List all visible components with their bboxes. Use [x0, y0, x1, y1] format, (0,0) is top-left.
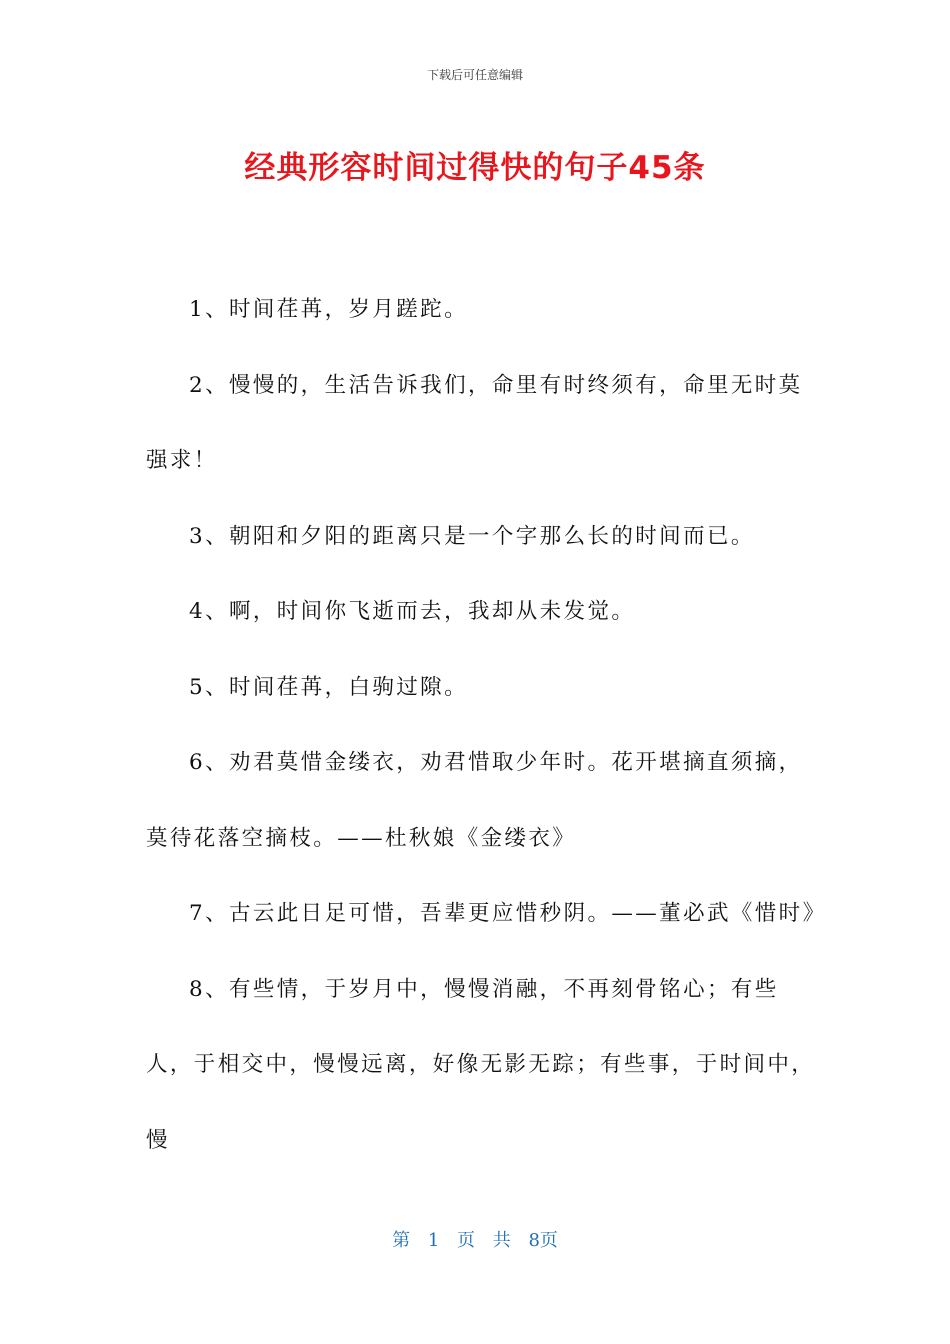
paragraph-1: 1、时间荏苒，岁月蹉跎。	[189, 297, 468, 322]
document-body	[146, 272, 826, 1178]
paragraph-7: 7、古云此日足可惜，吾辈更应惜秒阴。——董必武《惜时》	[189, 901, 827, 926]
paragraph-3: 3、朝阳和夕阳的距离只是一个字那么长的时间而已。	[189, 523, 755, 549]
footer-total-prefix: 共	[492, 1230, 511, 1251]
paragraph-4: 4、啊，时间你飞逝而去，我却从未发觉。	[189, 599, 636, 624]
document-title: 经典形容时间过得快的句子45条	[244, 150, 706, 186]
page-footer	[0, 1226, 950, 1252]
header-note: 下载后可任意编辑	[426, 68, 523, 82]
paragraph-6: 6、劝君莫惜金缕衣，劝君惜取少年时。花开堪摘直须摘，莫待花落空摘枝。——杜秋娘《金缕衣》	[146, 750, 803, 851]
paragraph-5: 5、时间荏苒，白驹过隙。	[189, 674, 468, 700]
footer-page-number: 1	[427, 1230, 440, 1251]
footer-page-word: 页	[457, 1230, 475, 1251]
footer-prefix: 第	[392, 1230, 411, 1251]
paragraph-8: 8、有些情，于岁月中，慢慢消融，不再刻骨铭心；有些人，于相交中，慢慢远离，好像无影无踪；有些事，于时间中，慢	[146, 976, 816, 1153]
footer-total-pages: 8页	[528, 1230, 558, 1251]
paragraph-2: 2、慢慢的，生活告诉我们，命里有时终须有，命里无时莫强求！	[146, 372, 803, 473]
